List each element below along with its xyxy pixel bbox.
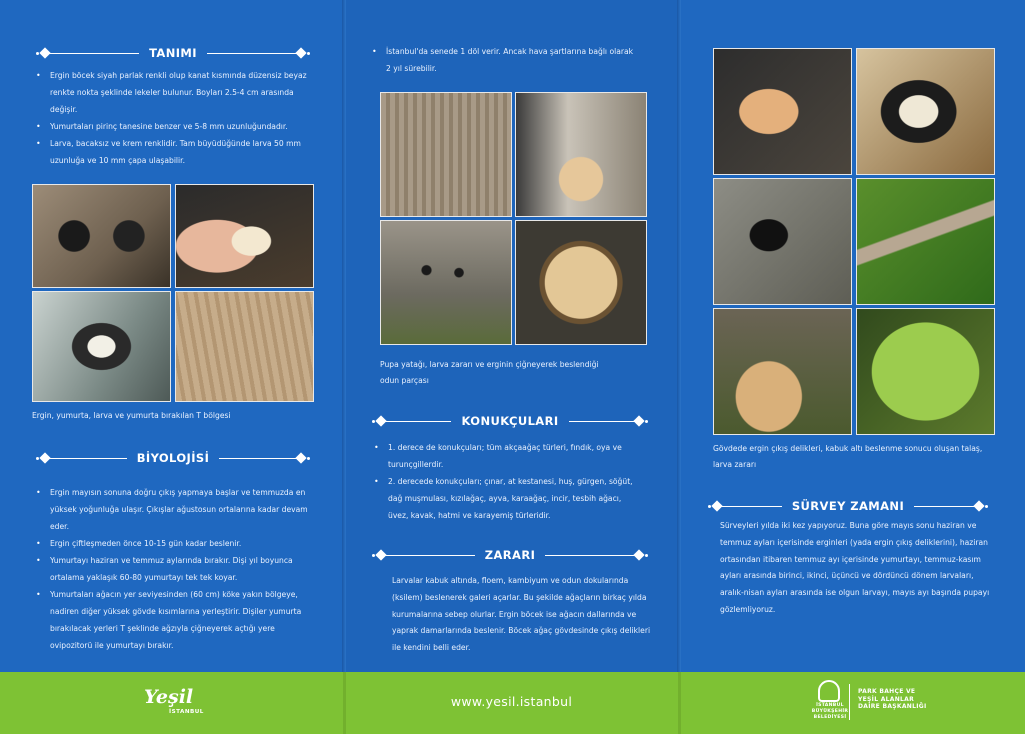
heading-biyolojisi bbox=[34, 449, 312, 467]
heading-tanimi bbox=[34, 44, 312, 62]
list-item: • Yumurtayı haziran ve temmuz aylarında bırakır. Dişi yıl boyunca ortalama yaklaşık 60-80 yumurtayı tek tek koyar. bbox=[32, 553, 314, 587]
photo-egg bbox=[32, 291, 171, 402]
photo-caption: Gövdede ergin çıkış delikleri, kabuk altı beslenme sonucu oluşan talaş, larva zararı bbox=[713, 444, 983, 469]
photo-pupa-chamber bbox=[380, 92, 512, 217]
photo-adult-on-bark bbox=[713, 178, 852, 305]
department-line: YEŞİL ALANLAR bbox=[858, 695, 915, 703]
department-line: DAİRE BAŞKANLIĞI bbox=[858, 703, 927, 711]
generation-list bbox=[368, 44, 638, 78]
photo-t-region-holes bbox=[175, 291, 314, 402]
photo-larva-in-hand bbox=[175, 184, 314, 288]
section-title-zarari: ZARARI bbox=[484, 548, 536, 562]
list-item: • Yumurtaları ağacın yer seviyesinden (60 cm) köke yakın bölgeye, nadiren diğer yüksek gövde kısımlarına yerleştirir. Dişiler yumurta bırakılacak yerleri T şeklinde ağzıyla çiğneyerek açtığı yere ovipozitorü ile yumurtayı bırakır. bbox=[32, 587, 314, 654]
website-link[interactable]: www.yesil.istanbul bbox=[450, 694, 573, 709]
heading-zarari bbox=[370, 546, 650, 564]
list-item: • Ergin böcek siyah parlak renkli olup kanat kısmında düzensiz beyaz renkte nokta şeklinde lekeler bulunur. Boyları 2.5-4 cm arasında değişir. bbox=[32, 68, 312, 118]
photo-sawdust bbox=[713, 308, 852, 435]
tanimi-list bbox=[32, 68, 312, 170]
list-item: • 1. derece de konukçuları; tüm akçaağaç türleri, fındık, oya ve turunçgillerdir. bbox=[370, 440, 642, 474]
list-item: • İstanbul'da senede 1 döl verir. Ancak hava şartlarına bağlı olarak 2 yıl sürebilir. bbox=[368, 44, 638, 78]
fold-line bbox=[342, 0, 346, 672]
photo-caption: Pupa yatağı, larva zararı ve erginin çiğneyerek beslendiği odun parçası bbox=[380, 360, 599, 385]
ibb-emblem-icon bbox=[818, 680, 840, 702]
fold-line bbox=[677, 0, 681, 672]
list-item: • 2. derecede konukçuları; çınar, at kestanesi, huş, gürgen, söğüt, dağ muşmulası, kızılağaç, ayva, karaağaç, incir, tesbih ağacı, üvez, kavak, hatmi ve karayemiş türleridir. bbox=[370, 474, 642, 524]
heading-survey bbox=[706, 497, 990, 515]
photo-branch-feeding bbox=[856, 178, 995, 305]
yesil-istanbul-logo-sub: İSTANBUL bbox=[169, 709, 204, 715]
photo-exit-holes bbox=[380, 220, 512, 345]
survey-text: Sürveyleri yılda iki kez yapıyoruz. Buna göre mayıs sonu haziran ve temmuz ayları içerisinde erginleri (yada ergin çıkış deliklerini), haziran ortasından itibaren temmuz ayı içerisinde yumurtayı, temmuz-kasım ayları arasında birinci, ikinci, üçüncü ve dördüncü dönem larvaları, aralık-nisan ayları arasında ise olgun larvayı, mayıs ayı başında pupayı gözlemliyoruz. bbox=[720, 521, 990, 614]
section-title-biyolojisi: BİYOLOJİSİ bbox=[136, 451, 210, 465]
photo-adult-beetles bbox=[32, 184, 171, 288]
logo-divider bbox=[849, 684, 850, 720]
photo-caption: Ergin, yumurta, larva ve yumurta bırakılan T bölgesi bbox=[32, 411, 231, 420]
footer-divider bbox=[678, 672, 681, 734]
list-item: • Ergin çiftleşmeden önce 10-15 gün kadar beslenir. bbox=[32, 536, 314, 553]
heading-konukculari bbox=[370, 412, 650, 430]
zarari-text: Larvalar kabuk altında, floem, kambiyum ve odun dokularında (ksilem) beslenerek galeri açarlar. Bu şekilde ağaçların birkaç yılda kurumalarına sebep olurlar. Ergin böcek ise ağacın dallarında ve yaprak damarlarında beslenir. Böcek ağaç gövdesinde çıkış delikleri ile kendini belli eder. bbox=[392, 576, 651, 653]
photo-trunk-damage bbox=[515, 92, 647, 217]
department-line: PARK BAHÇE VE bbox=[858, 688, 916, 695]
list-item: • Yumurtaları pirinç tanesine benzer ve 5-8 mm uzunluğundadır. bbox=[32, 119, 312, 136]
section-title-konukculari: KONUKÇULARI bbox=[461, 414, 559, 428]
ibb-name: İSTANBUL BÜYÜKŞEHİR BELEDİYESİ bbox=[811, 703, 849, 720]
biyolojisi-list bbox=[32, 485, 314, 655]
konukculari-list bbox=[370, 440, 642, 525]
list-item: • Larva, bacaksız ve krem renklidir. Tam büyüdüğünde larva 50 mm uzunluğa ve 10 mm çapa ulaşabilir. bbox=[32, 136, 312, 170]
photo-leaf-eggs bbox=[856, 308, 995, 435]
photo-wood-cross-section bbox=[515, 220, 647, 345]
yesil-istanbul-logo[interactable]: Yeşil bbox=[144, 686, 194, 708]
section-title-tanimi: TANIMI bbox=[149, 46, 197, 60]
department-name bbox=[858, 688, 927, 711]
list-item: • Ergin mayısın sonuna doğru çıkış yapmaya başlar ve temmuzda en yüksek yoğunluğa ulaşır. Çıkışlar ağustosun ortalarına kadar devam eder. bbox=[32, 485, 314, 535]
photo-frass bbox=[713, 48, 852, 175]
photo-larva-gallery bbox=[856, 48, 995, 175]
section-title-survey: SÜRVEY ZAMANI bbox=[791, 499, 905, 513]
